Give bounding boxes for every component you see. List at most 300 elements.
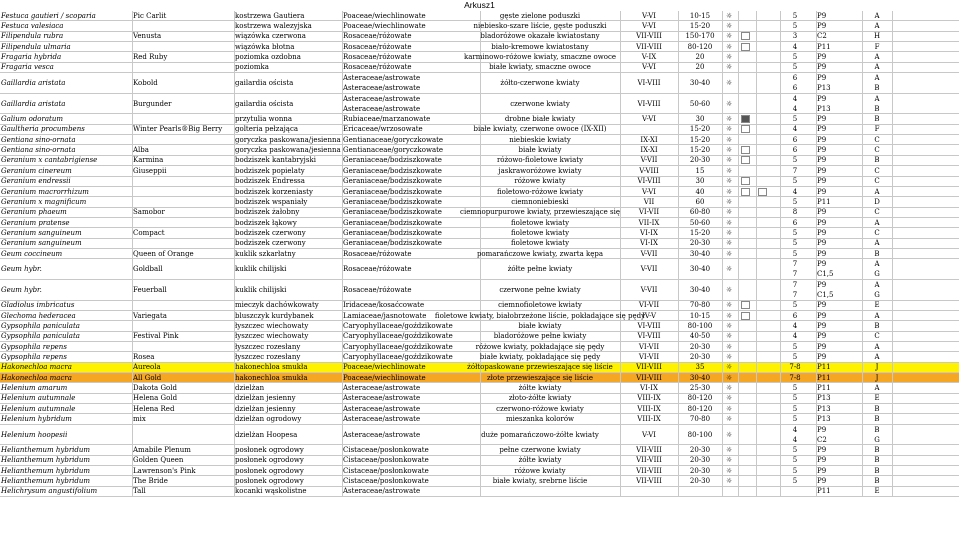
cell-description[interactable]: żółtopaskowane przewieszające się liście xyxy=(467,363,613,372)
cell-zone[interactable] xyxy=(780,487,810,496)
cell-cultivar[interactable] xyxy=(132,63,234,72)
cell-zone[interactable]: 6 xyxy=(792,135,798,144)
cell-season[interactable]: VII-VIII xyxy=(636,373,662,382)
cell-code[interactable]: P9 xyxy=(817,135,827,144)
cell-height[interactable]: 50-60 xyxy=(689,99,711,108)
cell-family[interactable]: Geraniaceae/bodziszkowate xyxy=(343,208,442,217)
cell-cultivar[interactable]: Rosea xyxy=(133,353,155,362)
cell-polish[interactable]: kocanki wąskolistne xyxy=(235,487,307,496)
cell-season[interactable]: V-VI xyxy=(641,63,657,72)
cell-description[interactable]: żółte pełne kwiaty xyxy=(507,265,573,274)
cell-height[interactable]: 20 xyxy=(695,63,705,72)
cell-season[interactable]: VII-VIII xyxy=(636,32,662,41)
cell-polish[interactable]: bluszczyk kurdybanek xyxy=(235,311,314,320)
cell-description[interactable]: złoto-żółte kwiaty xyxy=(508,394,572,403)
cell-latin[interactable]: Helianthemum hybridum xyxy=(1,477,91,486)
cell-code[interactable]: P9 xyxy=(817,446,827,455)
cell-polish[interactable]: wiązówka błotna xyxy=(235,42,295,51)
cell-description[interactable]: niebieskie kwiaty xyxy=(509,135,571,144)
cell-zone[interactable]: 7-8 xyxy=(789,373,801,382)
cell-latin[interactable]: Festuca valesiaca xyxy=(1,22,64,31)
cell-zone[interactable]: 7 xyxy=(792,270,798,279)
cell-latin[interactable]: Gaultheria procumbens xyxy=(1,125,85,134)
cell-height[interactable]: 30-40 xyxy=(689,285,711,294)
cell-family[interactable]: Geraniaceae/bodziszkowate xyxy=(343,239,442,248)
cell-polish[interactable]: bodziszek żałobny xyxy=(235,208,300,217)
cell-latin[interactable]: Geum hybr. xyxy=(1,285,42,294)
cell-zone[interactable]: 5 xyxy=(792,156,798,165)
cell-zone[interactable]: 5 xyxy=(792,446,798,455)
cell-zone[interactable]: 3 xyxy=(792,32,798,41)
cell-cultivar[interactable]: Amabile Plenum xyxy=(133,446,191,455)
cell-polish[interactable]: przytulia wonna xyxy=(235,115,293,124)
cell-code[interactable]: P11 xyxy=(817,197,831,206)
cell-code[interactable]: P9 xyxy=(817,425,827,434)
cell-height[interactable]: 20-30 xyxy=(689,353,711,362)
cell-zone[interactable]: 5 xyxy=(792,301,798,310)
cell-season[interactable]: VI-VIII xyxy=(637,321,661,330)
cell-latin[interactable]: Helianthemum hybridum xyxy=(1,456,91,465)
cell-cultivar[interactable] xyxy=(132,21,234,30)
cell-description[interactable]: drobne białe kwiaty xyxy=(504,115,576,124)
cell-grade[interactable]: A xyxy=(874,260,880,269)
cell-code[interactable]: C2 xyxy=(817,435,827,444)
cell-season[interactable]: VII-VIII xyxy=(636,477,662,486)
cell-polish[interactable]: dzielżan jesienny xyxy=(235,404,296,413)
cell-zone[interactable]: 5 xyxy=(792,353,798,362)
cell-description[interactable]: jaskraworóżowe kwiaty xyxy=(498,166,582,175)
cell-grade[interactable]: J xyxy=(875,373,879,382)
cell-grade[interactable]: A xyxy=(874,384,880,393)
cell-height[interactable]: 80-100 xyxy=(687,321,713,330)
cell-description[interactable]: fioletowo-różowe kwiaty xyxy=(496,187,584,196)
cell-grade[interactable]: A xyxy=(874,53,880,62)
cell-height[interactable]: 20-30 xyxy=(689,477,711,486)
cell-code[interactable]: P9 xyxy=(817,53,827,62)
cell-code[interactable]: P11 xyxy=(817,487,831,496)
cell-description[interactable]: fioletowe kwiaty xyxy=(510,218,570,227)
cell-code[interactable]: P9 xyxy=(817,466,827,475)
cell-latin[interactable]: Geranium macrorrhizum xyxy=(1,187,89,196)
cell-family[interactable]: Cistaceae/posłonkowate xyxy=(343,477,429,486)
cell-polish[interactable]: goryczka paskowana/jesienna xyxy=(235,135,341,144)
cell-season[interactable]: VI-VIII xyxy=(637,177,661,186)
cell-grade[interactable]: B xyxy=(874,83,880,92)
cell-code[interactable]: C2 xyxy=(817,32,827,41)
cell-polish[interactable]: dzielżan xyxy=(235,384,265,393)
cell-polish[interactable]: goryczka paskowana/jesienna xyxy=(235,146,341,155)
cell-height[interactable]: 15-20 xyxy=(689,146,711,155)
cell-family[interactable]: Caryophyllaceae/goździkowate xyxy=(343,342,453,351)
cell-family[interactable]: Gentianaceae/goryczkowate xyxy=(343,146,444,155)
cell-cultivar[interactable]: Pic Carlit xyxy=(133,11,167,20)
cell-cultivar[interactable]: Tall xyxy=(133,487,146,496)
cell-family[interactable]: Geraniaceae/bodziszkowate xyxy=(343,228,442,237)
cell-height[interactable]: 20-30 xyxy=(689,156,711,165)
cell-polish[interactable]: golteria pełzająca xyxy=(235,125,299,134)
cell-grade[interactable]: A xyxy=(874,218,880,227)
cell-family[interactable]: Geraniaceae/bodziszkowate xyxy=(343,177,442,186)
cell-description[interactable]: różowe kwiaty xyxy=(514,177,566,186)
cell-height[interactable]: 50-60 xyxy=(689,218,711,227)
cell-zone[interactable]: 6 xyxy=(792,218,798,227)
cell-height[interactable]: 40-50 xyxy=(689,332,711,341)
cell-height[interactable]: 30-40 xyxy=(689,373,711,382)
cell-code[interactable]: P11 xyxy=(817,363,831,372)
cell-code[interactable]: P9 xyxy=(817,342,827,351)
cell-season[interactable]: VII-VIII xyxy=(636,42,662,51)
cell-polish[interactable]: posłonek ogrodowy xyxy=(235,456,304,465)
cell-code[interactable]: P9 xyxy=(817,477,827,486)
cell-latin[interactable]: Hakonechloa macra xyxy=(1,373,72,382)
cell-grade[interactable]: B xyxy=(874,456,880,465)
cell-code[interactable]: P9 xyxy=(817,353,827,362)
cell-latin[interactable]: Geranium cinereum xyxy=(1,166,72,175)
cell-polish[interactable]: dzielżan Hoopesa xyxy=(235,430,298,439)
cell-grade[interactable]: B xyxy=(874,415,880,424)
cell-season[interactable]: V-VI xyxy=(641,11,657,20)
cell-code[interactable]: P9 xyxy=(817,156,827,165)
cell-description[interactable]: fioletowe kwiaty xyxy=(510,228,570,237)
cell-description[interactable]: pełne czerwone kwiaty xyxy=(499,446,581,455)
cell-code[interactable]: P9 xyxy=(817,11,827,20)
cell-code[interactable]: P13 xyxy=(817,83,831,92)
cell-description[interactable]: duże pomarańczowo-żółte kwiaty xyxy=(481,430,599,439)
cell-grade[interactable]: A xyxy=(874,353,880,362)
cell-season[interactable]: VI-VIII xyxy=(637,99,661,108)
cell-description[interactable]: czerwono-różowe kwiaty xyxy=(496,404,584,413)
cell-season[interactable]: V-VII xyxy=(640,285,658,294)
cell-latin[interactable]: Helichrysum angustifolium xyxy=(1,487,98,496)
cell-season[interactable]: VI-VII xyxy=(638,342,660,351)
cell-latin[interactable]: Helenium hoopesii xyxy=(1,430,68,439)
cell-zone[interactable]: 4 xyxy=(792,42,798,51)
cell-cultivar[interactable]: The Bride xyxy=(133,477,168,486)
cell-cultivar[interactable]: Lawrenson's Pink xyxy=(133,466,196,475)
cell-family[interactable]: Asteraceae/astrowate xyxy=(343,394,421,403)
cell-height[interactable]: 70-80 xyxy=(689,415,711,424)
cell-cultivar[interactable] xyxy=(132,342,234,351)
cell-season[interactable]: VI-IX xyxy=(640,384,658,393)
cell-description[interactable]: białe kwiaty, pokładające się pędy xyxy=(479,353,601,362)
cell-height[interactable]: 30 xyxy=(695,115,705,124)
cell-height[interactable]: 80-120 xyxy=(687,42,713,51)
cell-cultivar[interactable] xyxy=(132,218,234,227)
cell-latin[interactable]: Gypsophila paniculata xyxy=(1,332,80,341)
cell-zone[interactable]: 5 xyxy=(792,197,798,206)
cell-description[interactable]: niebiesko-szare liście, gęste poduszki xyxy=(473,22,607,31)
cell-season[interactable]: V-VI xyxy=(641,430,657,439)
cell-season[interactable]: VII-VIII xyxy=(636,456,662,465)
cell-description[interactable]: pomarańczowe kwiaty, zwarta kępa xyxy=(476,249,604,258)
cell-cultivar[interactable]: All Gold xyxy=(133,373,162,382)
cell-latin[interactable]: Helenium autumnale xyxy=(1,394,76,403)
cell-zone[interactable]: 4 xyxy=(792,425,798,434)
cell-height[interactable]: 20 xyxy=(695,53,705,62)
cell-cultivar[interactable]: Festival Pink xyxy=(133,332,179,341)
cell-zone[interactable]: 5 xyxy=(792,404,798,413)
cell-code[interactable]: P9 xyxy=(817,311,827,320)
cell-description[interactable]: różowe kwiaty xyxy=(514,466,566,475)
cell-latin[interactable]: Geum hybr. xyxy=(1,265,42,274)
cell-zone[interactable]: 5 xyxy=(792,249,798,258)
cell-season[interactable]: V-VII xyxy=(640,249,658,258)
cell-polish[interactable]: bodziszek Endressa xyxy=(235,177,305,186)
cell-zone[interactable]: 7 xyxy=(792,260,798,269)
cell-height[interactable]: 30-40 xyxy=(689,78,711,87)
cell-description[interactable]: mieszanka kolorów xyxy=(505,415,575,424)
cell-zone[interactable]: 5 xyxy=(792,177,798,186)
cell-zone[interactable]: 4 xyxy=(792,104,798,113)
cell-code[interactable]: P13 xyxy=(817,104,831,113)
cell-polish[interactable]: bodziszek czerwony xyxy=(235,239,306,248)
cell-height[interactable]: 10-15 xyxy=(689,311,711,320)
cell-code[interactable]: P9 xyxy=(817,260,827,269)
cell-polish[interactable]: kuklik szkarłatny xyxy=(235,249,296,258)
cell-description[interactable]: bladoróżowe pełne kwiaty xyxy=(493,332,587,341)
cell-description[interactable]: białe kwiaty, czerwone owoce (IX-XII) xyxy=(473,125,607,134)
cell-latin[interactable]: Gentiana sino-ornata xyxy=(1,146,76,155)
cell-code[interactable]: P9 xyxy=(817,218,827,227)
cell-latin[interactable]: Geranium phaeum xyxy=(1,208,67,217)
cell-height[interactable]: 10-15 xyxy=(689,11,711,20)
cell-family[interactable]: Caryophyllaceae/goździkowate xyxy=(343,353,453,362)
cell-code[interactable]: P13 xyxy=(817,394,831,403)
cell-family[interactable]: Gentianaceae/goryczkowate xyxy=(343,135,444,144)
cell-height[interactable]: 15-20 xyxy=(689,135,711,144)
cell-code[interactable]: P9 xyxy=(817,177,827,186)
cell-cultivar[interactable]: Queen of Orange xyxy=(133,249,194,258)
cell-family[interactable]: Asteraceae/astrowate xyxy=(343,487,421,496)
cell-code[interactable]: P9 xyxy=(817,94,827,103)
cell-polish[interactable]: bodziszek popielaty xyxy=(235,166,305,175)
cell-cultivar[interactable]: Goldball xyxy=(133,265,163,274)
cell-latin[interactable]: Festuca gautieri / scoparia xyxy=(1,11,96,20)
cell-cultivar[interactable] xyxy=(132,197,234,206)
cell-grade[interactable]: B xyxy=(874,404,880,413)
cell-description[interactable]: karminowo-różowe kwiaty, smaczne owoce xyxy=(463,53,617,62)
cell-family[interactable]: Caryophyllaceae/goździkowate xyxy=(343,332,453,341)
cell-latin[interactable]: Helenium hybridum xyxy=(1,415,72,424)
cell-zone[interactable]: 5 xyxy=(792,115,798,124)
cell-height[interactable]: 15-20 xyxy=(689,22,711,31)
cell-height[interactable]: 60 xyxy=(695,197,705,206)
cell-zone[interactable]: 4 xyxy=(792,125,798,134)
cell-family[interactable]: Poaceae/wiechlinowate xyxy=(343,22,426,31)
cell-grade[interactable]: C xyxy=(874,135,880,144)
cell-code[interactable]: P9 xyxy=(817,115,827,124)
cell-grade[interactable]: A xyxy=(874,239,880,248)
cell-latin[interactable]: Glechoma hederacea xyxy=(1,311,76,320)
cell-zone[interactable]: 5 xyxy=(792,415,798,424)
cell-family[interactable]: Poaceae/wiechlinowate xyxy=(343,11,426,20)
cell-latin[interactable]: Helenium autumnale xyxy=(1,404,76,413)
cell-zone[interactable]: 5 xyxy=(792,384,798,393)
cell-zone[interactable]: 7-8 xyxy=(789,363,801,372)
cell-code[interactable]: P9 xyxy=(817,332,827,341)
cell-polish[interactable]: poziomka xyxy=(235,63,269,72)
cell-zone[interactable]: 6 xyxy=(792,311,798,320)
cell-code[interactable]: P9 xyxy=(817,22,827,31)
cell-polish[interactable]: łyszczec rozesłany xyxy=(235,342,301,351)
cell-family[interactable]: Cistaceae/posłonkowate xyxy=(343,446,429,455)
cell-polish[interactable]: wiązówka czerwona xyxy=(235,32,306,41)
cell-height[interactable]: 20-30 xyxy=(689,466,711,475)
cell-code[interactable]: P9 xyxy=(817,321,827,330)
cell-family[interactable]: Geraniaceae/bodziszkowate xyxy=(343,166,442,175)
cell-height[interactable]: 150-170 xyxy=(685,32,715,41)
cell-latin[interactable]: Geranium x magnificum xyxy=(1,197,87,206)
cell-season[interactable]: V-IX xyxy=(641,53,657,62)
cell-cultivar[interactable]: Helena Red xyxy=(133,404,175,413)
cell-family[interactable]: Asteraceae/astrowate xyxy=(343,404,421,413)
cell-code[interactable]: P9 xyxy=(817,228,827,237)
cell-zone[interactable]: 7 xyxy=(792,280,798,289)
cell-family[interactable]: Cistaceae/posłonkowate xyxy=(343,456,429,465)
cell-description[interactable]: żółte kwiaty xyxy=(518,456,562,465)
cell-latin[interactable]: Geranium endressii xyxy=(1,177,71,186)
cell-polish[interactable]: bodziszek wspaniały xyxy=(235,197,308,206)
cell-code[interactable]: P9 xyxy=(817,239,827,248)
cell-grade[interactable]: C xyxy=(874,177,880,186)
cell-height[interactable]: 70-80 xyxy=(689,301,711,310)
cell-cultivar[interactable]: Compact xyxy=(133,228,165,237)
cell-grade[interactable]: G xyxy=(874,290,880,299)
cell-cultivar[interactable]: Variegata xyxy=(133,311,167,320)
cell-season[interactable]: V-VI xyxy=(641,115,657,124)
cell-family[interactable]: Ericaceae/wrzosowate xyxy=(343,125,423,134)
cell-latin[interactable]: Geranium sanguineum xyxy=(1,228,82,237)
cell-code[interactable]: C1,5 xyxy=(817,290,834,299)
cell-cultivar[interactable]: Samobor xyxy=(133,208,165,217)
cell-family[interactable]: Iridaceae/kosaćcowate xyxy=(343,301,425,310)
cell-grade[interactable]: B xyxy=(874,446,880,455)
cell-zone[interactable]: 5 xyxy=(792,477,798,486)
cell-grade[interactable]: B xyxy=(874,104,880,113)
cell-polish[interactable]: łyszczec wiechowaty xyxy=(235,332,309,341)
cell-code[interactable]: P9 xyxy=(817,301,827,310)
cell-grade[interactable]: B xyxy=(874,477,880,486)
cell-latin[interactable]: Helianthemum hybridum xyxy=(1,446,91,455)
cell-height[interactable]: 15-20 xyxy=(689,125,711,134)
cell-grade[interactable]: C xyxy=(874,208,880,217)
cell-height[interactable]: 35 xyxy=(695,363,705,372)
cell-family[interactable]: Lamiaceae/jasnotowate xyxy=(343,311,427,320)
cell-grade[interactable]: A xyxy=(874,11,880,20)
cell-height[interactable]: 80-120 xyxy=(687,394,713,403)
cell-zone[interactable]: 5 xyxy=(792,239,798,248)
cell-season[interactable]: V-VII xyxy=(640,156,658,165)
cell-polish[interactable]: kuklik chilijski xyxy=(235,265,287,274)
cell-latin[interactable]: Filipendula ulmaria xyxy=(1,42,71,51)
cell-latin[interactable]: Gypsophila repens xyxy=(1,353,67,362)
cell-description[interactable]: różowo-fioletowe kwiaty xyxy=(496,156,584,165)
cell-description[interactable]: bladoróżowe okazałe kwiatostany xyxy=(480,32,600,41)
cell-season[interactable]: VIII-IX xyxy=(637,404,661,413)
cell-season[interactable]: VI-VII xyxy=(638,353,660,362)
cell-description[interactable]: czerwone kwiaty xyxy=(510,99,570,108)
cell-latin[interactable]: Geum coccineum xyxy=(1,249,63,258)
cell-season[interactable]: IX-XI xyxy=(640,146,658,155)
cell-zone[interactable]: 6 xyxy=(792,73,798,82)
cell-code[interactable]: P9 xyxy=(817,280,827,289)
cell-zone[interactable]: 5 xyxy=(792,466,798,475)
cell-description[interactable]: gęste zielone poduszki xyxy=(499,11,581,20)
cell-latin[interactable]: Geranium sanguineum xyxy=(1,239,82,248)
cell-latin[interactable]: Fragaria hybrida xyxy=(1,53,62,62)
cell-zone[interactable]: 5 xyxy=(792,456,798,465)
cell-family[interactable]: Rosaceae/różowate xyxy=(343,32,412,41)
cell-polish[interactable]: bodziszek czerwony xyxy=(235,228,306,237)
cell-polish[interactable]: kostrzewa walezyjska xyxy=(235,22,312,31)
cell-family[interactable]: Rosaceae/różowate xyxy=(343,265,412,274)
cell-zone[interactable]: 7 xyxy=(792,290,798,299)
cell-cultivar[interactable]: Alba xyxy=(133,146,149,155)
cell-height[interactable]: 60-80 xyxy=(689,208,711,217)
cell-code[interactable]: P9 xyxy=(817,208,827,217)
cell-grade[interactable]: B xyxy=(874,425,880,434)
cell-family[interactable]: Geraniaceae/bodziszkowate xyxy=(343,187,442,196)
cell-height[interactable]: 80-120 xyxy=(687,404,713,413)
cell-cultivar[interactable]: Red Ruby xyxy=(133,53,168,62)
cell-polish[interactable]: bodziszek kantabryjski xyxy=(235,156,316,165)
cell-season[interactable]: VII-IX xyxy=(638,218,660,227)
cell-polish[interactable]: dzielżan jesienny xyxy=(235,394,296,403)
cell-grade[interactable]: A xyxy=(874,342,880,351)
cell-season[interactable]: VI-VII xyxy=(638,301,660,310)
cell-description[interactable]: ciemnopurpurowe kwiaty, przewieszające się xyxy=(460,208,620,217)
cell-description[interactable]: czerwone pełne kwiaty xyxy=(499,285,581,294)
cell-description[interactable]: białe kwiaty xyxy=(518,321,562,330)
cell-season[interactable]: VI-IX xyxy=(640,228,658,237)
cell-code[interactable]: P13 xyxy=(817,404,831,413)
cell-grade[interactable]: B xyxy=(874,115,880,124)
cell-cultivar[interactable]: Dakota Gold xyxy=(133,384,177,393)
cell-height[interactable] xyxy=(678,487,722,496)
cell-grade[interactable]: A xyxy=(874,187,880,196)
cell-cultivar[interactable] xyxy=(132,301,234,310)
cell-zone[interactable]: 5 xyxy=(792,22,798,31)
cell-zone[interactable]: 4 xyxy=(792,187,798,196)
cell-description[interactable]: żółto-czerwone kwiaty xyxy=(500,78,580,87)
cell-code[interactable]: P9 xyxy=(817,73,827,82)
cell-cultivar[interactable]: Kobold xyxy=(133,78,158,87)
cell-height[interactable]: 15 xyxy=(695,166,705,175)
cell-grade[interactable]: B xyxy=(874,466,880,475)
cell-grade[interactable]: C xyxy=(874,166,880,175)
cell-latin[interactable]: Hakonechloa macra xyxy=(1,363,72,372)
cell-description[interactable]: białe kwiaty xyxy=(518,146,562,155)
cell-latin[interactable]: Gladiolus imbricatus xyxy=(1,301,75,310)
cell-height[interactable]: 15-20 xyxy=(689,228,711,237)
cell-season[interactable]: V-VI xyxy=(641,22,657,31)
cell-polish[interactable]: bodziszek korzeniasty xyxy=(235,187,313,196)
cell-grade[interactable]: E xyxy=(874,394,880,403)
cell-family[interactable]: Asteraceae/astrowate xyxy=(343,104,421,113)
cell-cultivar[interactable]: Burgunder xyxy=(133,99,172,108)
cell-season[interactable]: VI-IX xyxy=(640,239,658,248)
cell-polish[interactable]: bodziszek łąkowy xyxy=(235,218,297,227)
cell-cultivar[interactable]: Venusta xyxy=(133,32,162,41)
cell-description[interactable]: biało-kremowe kwiatostany xyxy=(491,42,589,51)
cell-polish[interactable]: kuklik chilijski xyxy=(235,285,287,294)
cell-season[interactable]: VI-VIII xyxy=(637,332,661,341)
cell-grade[interactable]: A xyxy=(874,280,880,289)
cell-season[interactable]: VIII-IX xyxy=(637,415,661,424)
cell-polish[interactable]: hakonechloa smukła xyxy=(235,363,308,372)
cell-zone[interactable]: 6 xyxy=(792,83,798,92)
cell-season[interactable]: V-VIII xyxy=(639,166,659,175)
